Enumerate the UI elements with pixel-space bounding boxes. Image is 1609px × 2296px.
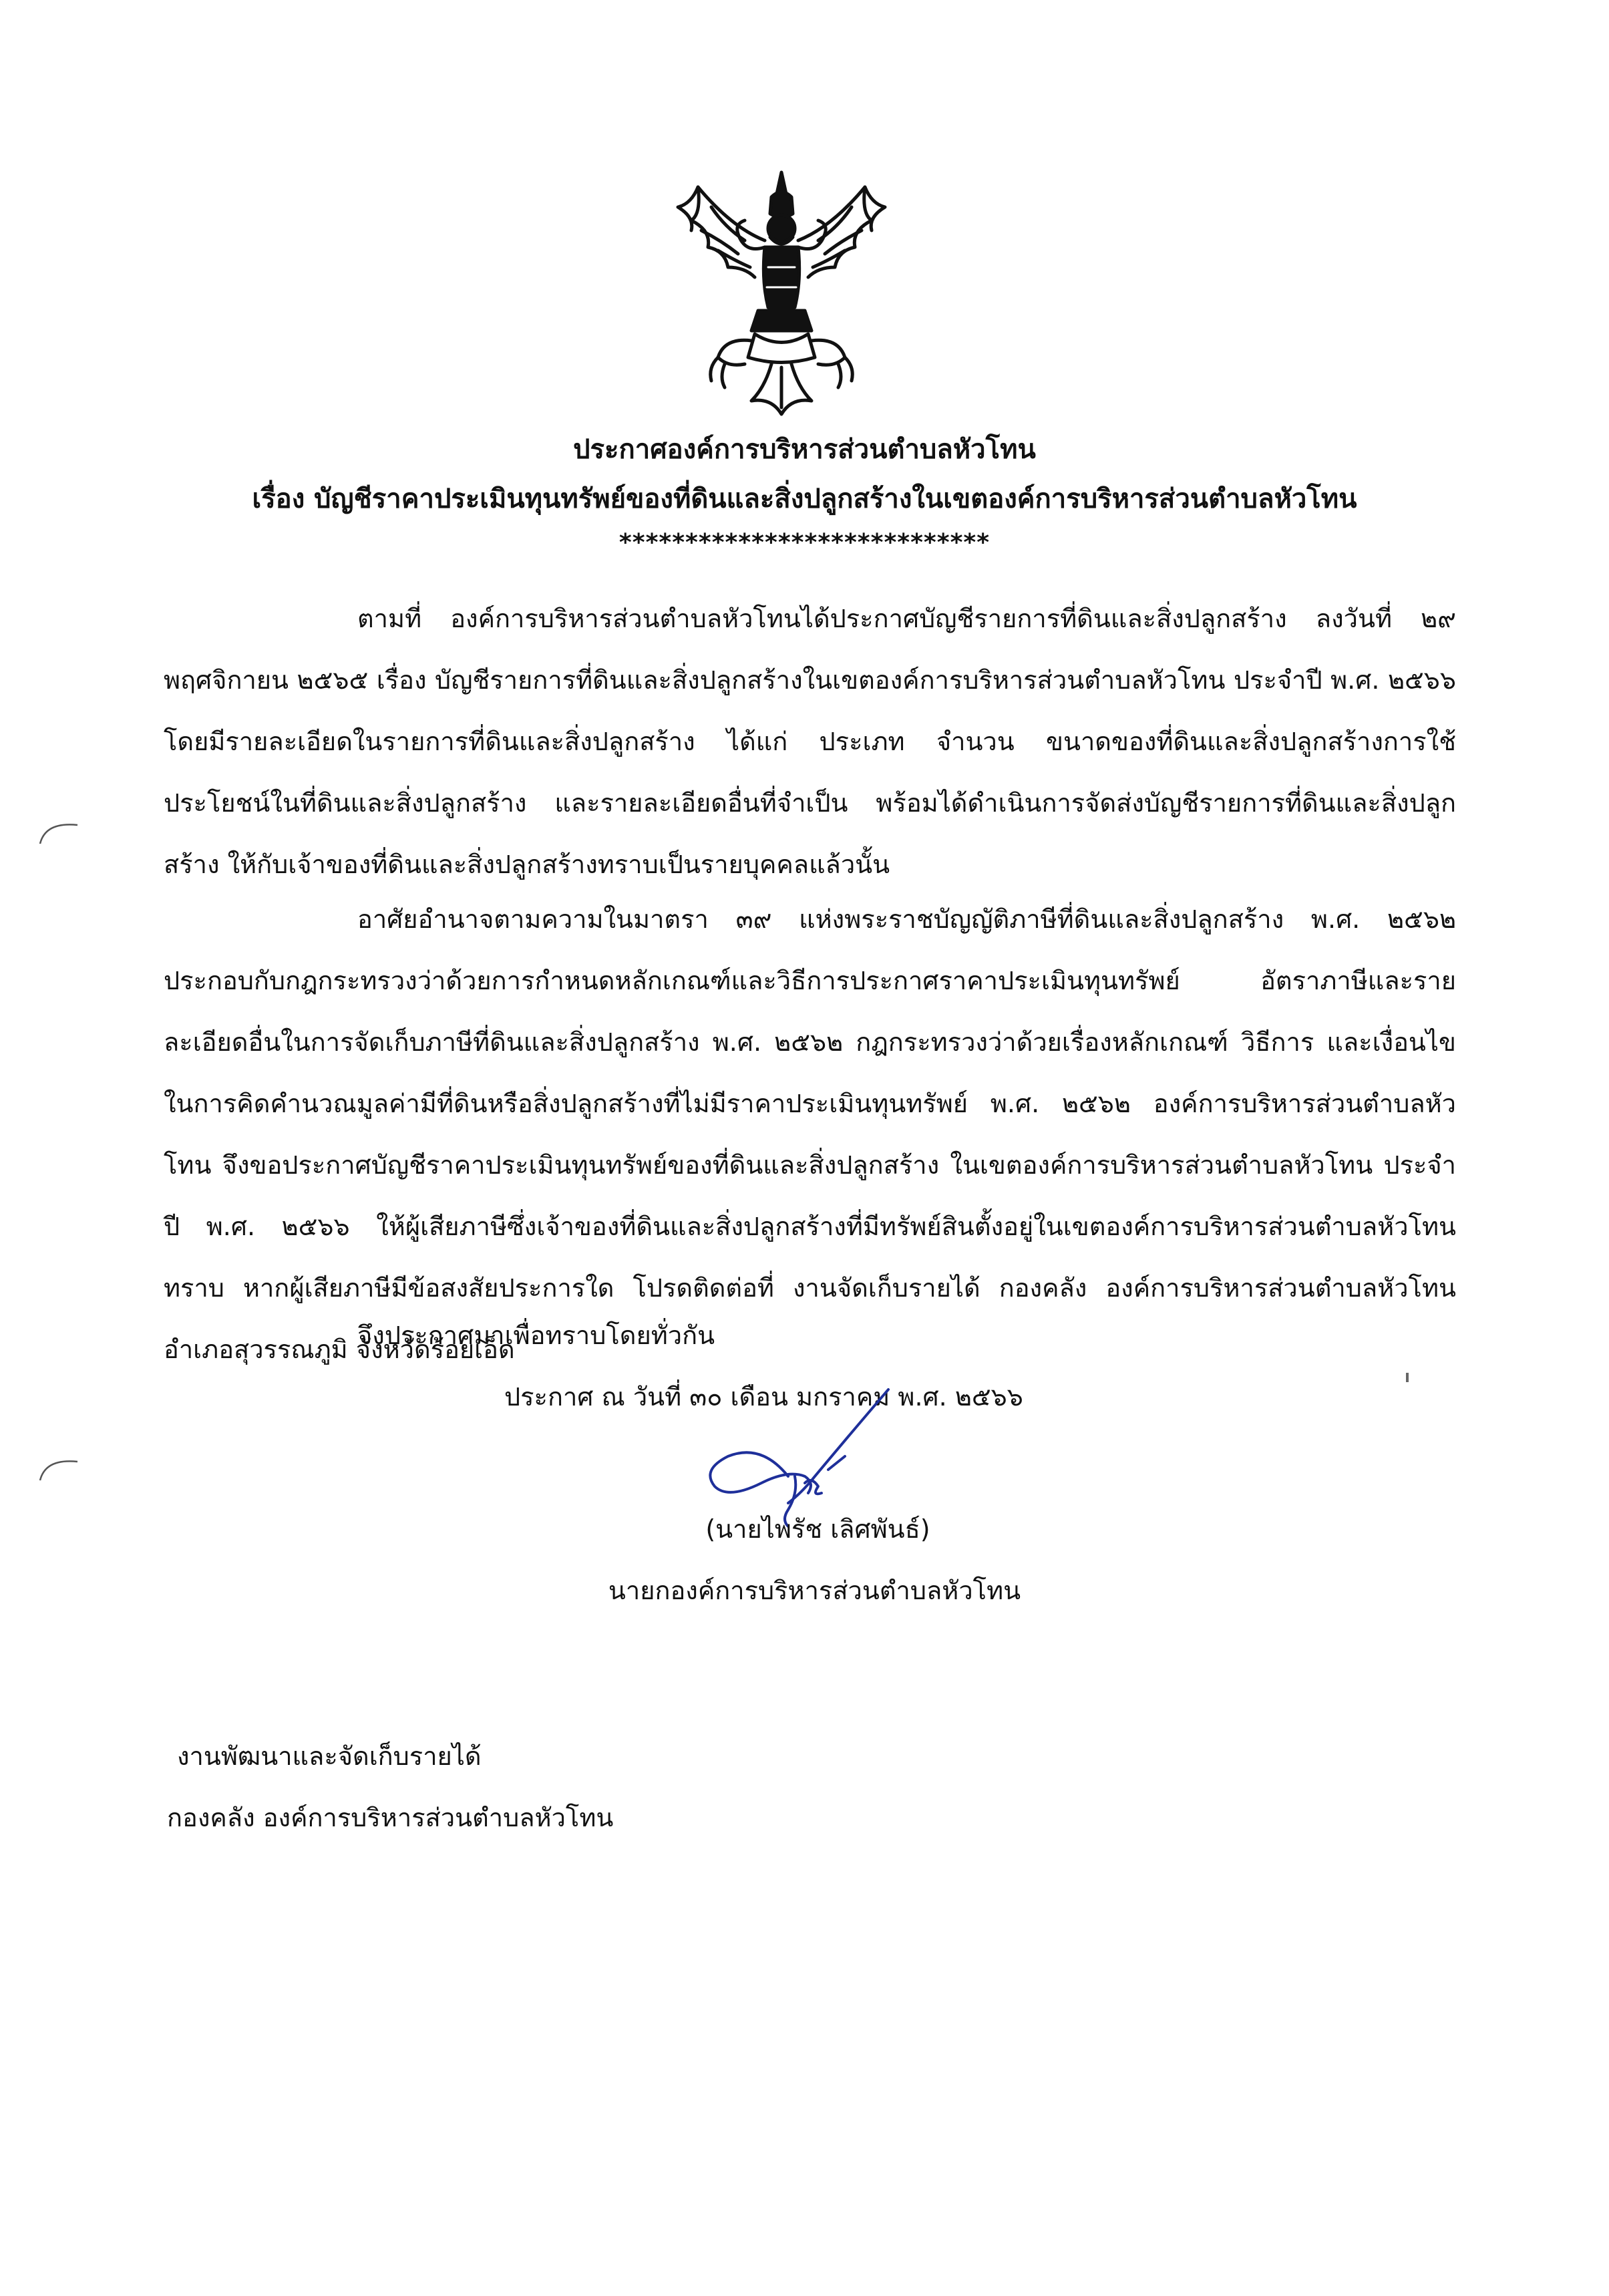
closing-statement: จึงประกาศมาเพื่อทราบโดยทั่วกัน bbox=[357, 1321, 715, 1350]
footer-department: งานพัฒนาและจัดเก็บรายได้ bbox=[177, 1742, 482, 1771]
footer-organization: กองคลัง องค์การบริหารส่วนตำบลหัวโทน bbox=[167, 1803, 614, 1832]
announcement-date: ประกาศ ณ วันที่ ๓๐ เดือน มกราคม พ.ศ. ๒๕๖๖ bbox=[504, 1382, 1023, 1412]
body-paragraph-1: ตามที่ องค์การบริหารส่วนตำบลหัวโทนได้ประกาศบัญชีรายการที่ดินและสิ่งปลูกสร้าง ลงวันที่ ๒๙ พฤศจิกายน ๒๕๖๕ เรื่อง บัญชีรายการที่ดินและสิ่งปลูกสร้างในเขตองค์การบริหารส่วนตำบลหัวโทน ประจำปี พ.ศ. ๒๕๖๖ โดยมีรายละเอียดในรายการที่ดินและสิ่งปลูกสร้าง ได้แก่ ประเภท จำนวน ขนาดของที่ดินและสิ่งปลูกสร้างการใช้ประโยชน์ในที่ดินและสิ่งปลูกสร้าง และรายละเอียดอื่นที่จำเป็น พร้อมได้ดำเนินการจัดส่งบัญชีรายการที่ดินและสิ่งปลูกสร้าง ให้กับเจ้าของที่ดินและสิ่งปลูกสร้างทราบเป็นรายบุคคลแล้วนั้น bbox=[164, 604, 1456, 879]
punch-hole-mark bbox=[39, 818, 79, 845]
garuda-emblem-icon bbox=[671, 167, 892, 421]
title-separator: **************************** bbox=[618, 529, 991, 556]
body-paragraph-2: อาศัยอำนาจตามความในมาตรา ๓๙ แห่งพระราชบัญญัติภาษีที่ดินและสิ่งปลูกสร้าง พ.ศ. ๒๕๖๒ ประกอบกับกฎกระทรวงว่าด้วยการกำหนดหลักเกณฑ์และวิธีการประกาศราคาประเมินทุนทรัพย์ อัตราภาษีและรายละเอียดอื่นในการจัดเก็บภาษีที่ดินและสิ่งปลูกสร้าง พ.ศ. ๒๕๖๒ กฎกระทรวงว่าด้วยเรื่องหลักเกณฑ์ วิธีการ และเงื่อนไข ในการคิดคำนวณมูลค่ามีที่ดินหรือสิ่งปลูกสร้างที่ไม่มีราคาประเมินทุนทรัพย์ พ.ศ. ๒๕๖๒ องค์การบริหารส่วนตำบลหัวโทน จึงขอประกาศบัญชีราคาประเมินทุนทรัพย์ของที่ดินและสิ่งปลูกสร้าง ในเขตองค์การบริหารส่วนตำบลหัวโทน ประจำปี พ.ศ. ๒๕๖๖ ให้ผู้เสียภาษีซึ่งเจ้าของที่ดินและสิ่งปลูกสร้างที่มีทรัพย์สินตั้งอยู่ในเขตองค์การบริหารส่วนตำบลหัวโทนทราบ หากผู้เสียภาษีมีข้อสงสัยประการใด โปรดติดต่อที่ งานจัดเก็บรายได้ กองคลัง องค์การบริหารส่วนตำบลหัวโทน อำเภอสุวรรณภูมิ จังหวัดร้อยเอ็ด bbox=[164, 905, 1456, 1364]
signer-position: นายกองค์การบริหารส่วนตำบลหัวโทน bbox=[608, 1576, 1021, 1605]
punch-hole-mark bbox=[39, 1455, 79, 1482]
scan-mark bbox=[1406, 1373, 1409, 1382]
signer-name: (นายไพรัช เลิศพันธ์) bbox=[705, 1514, 930, 1544]
announcement-subject: เรื่อง บัญชีราคาประเมินทุนทรัพย์ของที่ดินและสิ่งปลูกสร้างในเขตองค์การบริหารส่วนตำบลหัวโทน bbox=[252, 484, 1357, 514]
announcement-title: ประกาศองค์การบริหารส่วนตำบลหัวโทน bbox=[573, 434, 1036, 465]
